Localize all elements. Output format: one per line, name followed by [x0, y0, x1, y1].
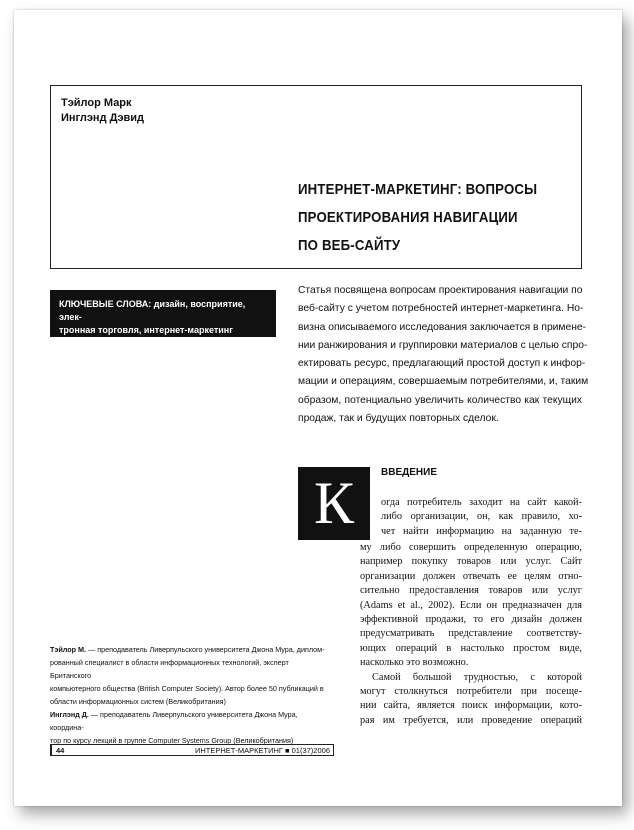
- author-info-england: [50, 708, 330, 734]
- body-line: предусматривать представление соответству-: [360, 628, 582, 640]
- page-footer: [50, 744, 334, 756]
- author-name: Инглэнд Дэвид: [61, 112, 145, 124]
- abstract: [298, 282, 589, 428]
- body-line: могут столкнуться потребители при посеще-: [360, 686, 582, 698]
- keywords-box: [50, 290, 276, 337]
- body-line: Самой большой трудностью, с которой: [372, 671, 582, 683]
- body-line: ющих операций в настолько простом виде,: [360, 642, 582, 654]
- author-info-line: компьютерного общества (British Computer Society). Автор более 50 публикаций в: [50, 684, 324, 693]
- body-line: насколько это возможно.: [360, 657, 469, 669]
- author-info: [50, 643, 330, 747]
- body-line: сительно предоставления товаров или услуг: [360, 585, 582, 597]
- section-heading: ВВЕДЕНИЕ: [381, 467, 437, 478]
- abstract-line: визна описываемого исследования заключается в примене-: [298, 321, 587, 333]
- title-line: ПО ВЕБ-САЙТУ: [298, 237, 401, 254]
- authors-block: [61, 96, 144, 126]
- author-info-taylor: [50, 643, 330, 656]
- abstract-line: мации и операциям, совершаемым потребителями, и, таким: [298, 376, 589, 388]
- author-info-name: Тэйлор М.: [50, 645, 87, 654]
- body-line: му либо совершить определенную операцию,: [360, 542, 582, 553]
- intro-body-text: [360, 541, 582, 728]
- author-info-line: области информационных систем (Великобритания): [50, 697, 226, 706]
- abstract-line: Статья посвящена вопросам проектирования навигации по: [298, 285, 583, 296]
- intro-indented-text: [381, 496, 582, 539]
- body-line: рая им требуется, или проведение операций: [360, 714, 582, 726]
- page-number: 44: [56, 746, 65, 755]
- abstract-line: образом, потенциально увеличить количество как текущих: [298, 394, 582, 406]
- body-line: чет найти информацию на заданную те-: [381, 525, 582, 537]
- author-info-line: рованный специалист в области информационных технологий, эксперт Британского: [50, 658, 289, 680]
- title-line: ИНТЕРНЕТ-МАРКЕТИНГ: ВОПРОСЫ: [298, 181, 538, 198]
- body-line: либо организации, он, как правило, хо-: [381, 511, 582, 523]
- body-line: организации должен отвечать ее целям отно-: [360, 570, 582, 582]
- author-info-line: — преподаватель Ливерпульского университета Джона Мура, диплом-: [86, 645, 325, 654]
- body-line: например покупку товаров или услуг. Сайт: [360, 556, 582, 568]
- body-line: нии сайта, является поиск информации, кото-: [360, 700, 582, 712]
- keywords-line: тронная торговля, интернет-маркетинг: [59, 325, 233, 335]
- abstract-line: ектировать ресурс, предлагающий простой доступ к инфор-: [298, 358, 586, 370]
- author-name: Тэйлор Марк: [61, 97, 132, 109]
- drop-cap: К: [298, 467, 370, 540]
- author-info-line: тор по курсу лекций в группе Computer Systems Group (Великобритания): [50, 736, 294, 745]
- abstract-line: нии ранжирования и группировки материалов с целью спро-: [298, 339, 588, 351]
- author-info-name: Инглэнд Д.: [50, 710, 89, 719]
- body-line: эффективной продажи, то его дизайн должен: [360, 614, 582, 626]
- abstract-line: веб-сайту с учетом потребностей интернет-маркетинга. Но-: [298, 303, 584, 315]
- abstract-line: продаж, так и будущих повторных сделок.: [298, 413, 499, 425]
- journal-issue: ИНТЕРНЕТ-МАРКЕТИНГ ■ 01(37)2006: [194, 746, 330, 755]
- body-line: огда потребитель заходит на сайт какой-: [381, 497, 582, 508]
- author-info-line: — преподаватель Ливерпульского университета Джона Мура, координа-: [50, 710, 298, 732]
- article-title: [298, 176, 544, 260]
- body-line: (Adams et al., 2002). Если он предназначен для: [360, 599, 582, 611]
- keywords-line: КЛЮЧЕВЫЕ СЛОВА: дизайн, восприятие, элек-: [59, 299, 246, 322]
- title-line: ПРОЕКТИРОВАНИЯ НАВИГАЦИИ: [298, 209, 518, 226]
